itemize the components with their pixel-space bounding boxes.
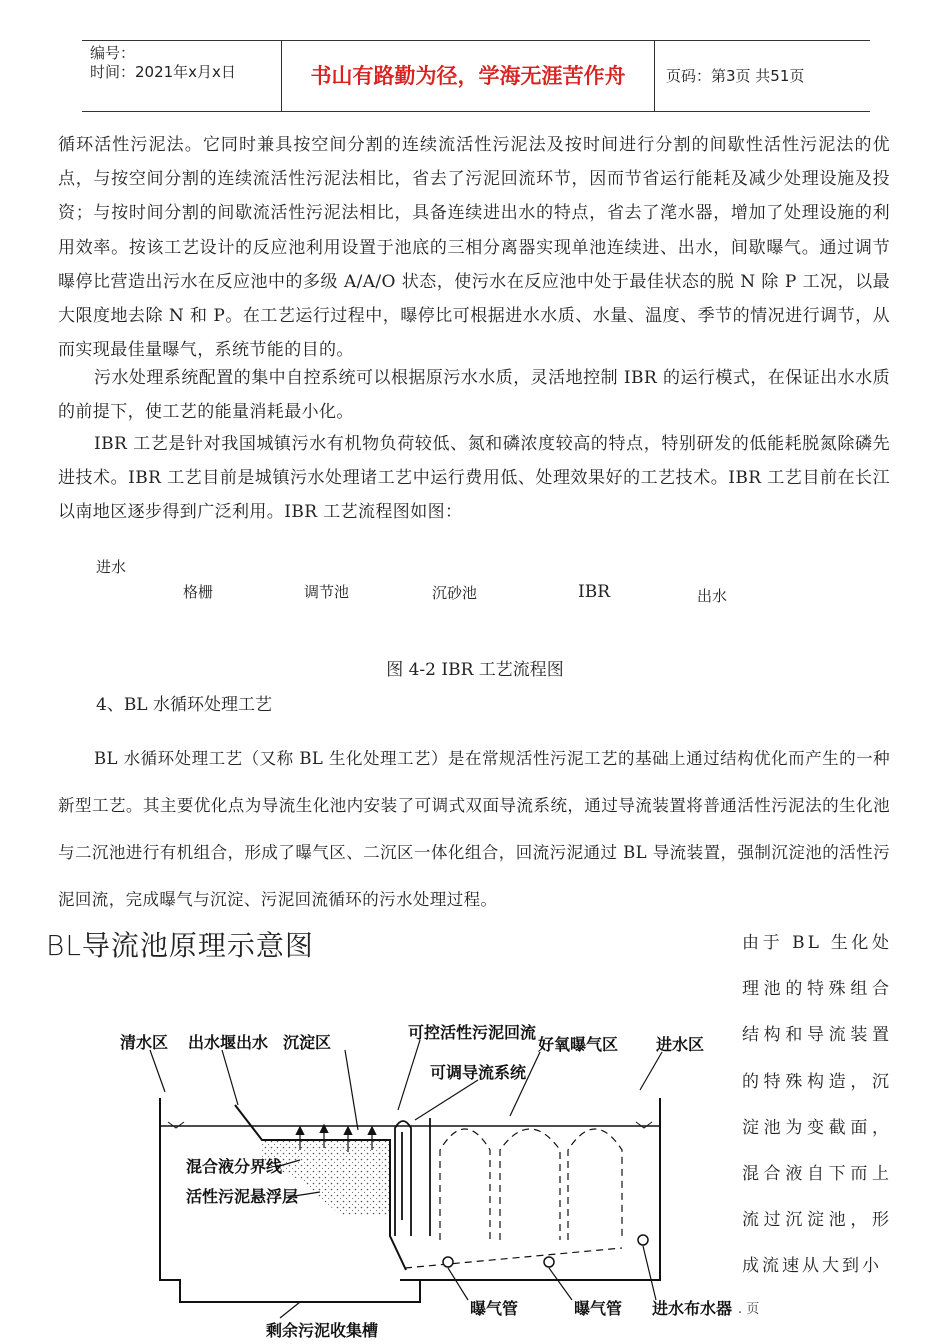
label-settling-zone: 沉淀区 [283, 1033, 332, 1052]
figure-caption: 图 4-2 IBR 工艺流程图 [386, 660, 564, 680]
label-aerobic-zone: 好氧曝气区 [538, 1035, 619, 1054]
flow-inlet: 进水 [96, 558, 127, 576]
label-controlled-return: 可控活性污泥回流 [408, 1023, 537, 1042]
label-sludge-layer: 活性污泥悬浮层 [186, 1187, 299, 1206]
flow-screen: 格栅 [183, 583, 214, 601]
header-motto: 书山有路勤为径，学海无涯苦作舟 [282, 41, 655, 111]
label-mixed-boundary: 混合液分界线 [186, 1157, 283, 1176]
diagram-title: BL导流池原理示意图 [46, 929, 314, 962]
flow-grit-chamber: 沉砂池 [432, 584, 478, 602]
side-paragraph: 由于 BL 生化处理池的特殊组合结构和导流装置的特殊构造，沉淀池为变截面，混合液自下而上流过沉淀池，形成流速从大到小 [742, 933, 892, 1277]
paragraph-1: 循环活性污泥法。它同时兼具按空间分割的连续流活性污泥法及按时间进行分割的间歇性活性污泥法的优点，与按空间分割的连续流活性污泥法相比，省去了污泥回流环节，因而节省运行能耗及减少处理设施及投资；与按时间分割的间歇流活性污泥法相比，具备连续进出水的特点，省去了滗水器，增加了处理设施的利用效率。按该工艺设计的反应池利用设置于池底的三相分离器实现单池连续进、出水，间歇曝气。通过调节曝停比营造出污水在反应池中的多级 A/A/O 状态，使污水在反应池中处于最佳状态的脱 N 除 P 工况，以最大限度地去除 N 和 P。在工艺运行过程中，曝停比可根据进水水质、水量、温度、季节的情况进行调节，从而实现最佳量曝气，系统节能的目的。 [58, 135, 890, 361]
label-weir-outlet: 出水堰出水 [188, 1033, 269, 1052]
paragraph-2: 污水处理系统配置的集中自控系统可以根据原污水水质，灵活地控制 IBR 的运行模式，在保证出水水质的前提下，使工艺的能量消耗最小化。 [58, 368, 890, 422]
page-marker: . 页 [738, 1302, 760, 1317]
aeration-circulation [405, 1129, 622, 1268]
label-aeration-pipe-1: 曝气管 [470, 1299, 519, 1318]
paragraph-5: BL 水循环处理工艺（又称 BL 生化处理工艺）是在常规活性污泥工艺的基础上通过结构优化而产生的一种新型工艺。其主要优化点为导流生化池内安装了可调式双面导流系统，通过导流装置将普通活性污泥法的生化池与二沉池进行有机组合，形成了曝气区、二沉区一体化组合，回流污泥通过 BL 导流装置，强制沉淀池的活性污泥回流，完成曝气与沉淀、污泥回流循环的污水处理过程。 [58, 749, 890, 909]
guide-system [395, 1118, 430, 1236]
header-page-info: 页码：第3页 共51页 [666, 67, 805, 85]
flow-regulating-tank: 调节池 [304, 583, 350, 601]
aeration-pipes [443, 1235, 648, 1267]
label-adjustable-guide: 可调导流系统 [430, 1063, 527, 1082]
label-inlet-distributor: 进水布水器 [652, 1299, 733, 1318]
label-clear-zone: 清水区 [120, 1033, 169, 1052]
section-heading: 4、BL 水循环处理工艺 [96, 695, 273, 715]
water-level-mark [168, 1122, 184, 1128]
header-number: 编号： [90, 44, 136, 62]
paragraph-3: IBR 工艺是针对我国城镇污水有机物负荷较低、氮和磷浓度较高的特点，特别研发的低能耗脱氮除磷先进技术。IBR 工艺目前是城镇污水处理诸工艺中运行费用低、处理效果好的工艺技术。IBR 工艺目前在长江以南地区逐步得到广泛利用。IBR 工艺流程图如图： [58, 434, 890, 522]
label-aeration-pipe-2: 曝气管 [574, 1299, 623, 1318]
flow-outlet: 出水 [697, 587, 728, 605]
water-level-mark-2 [636, 1122, 652, 1128]
flow-ibr: IBR [578, 582, 611, 602]
label-excess-sludge-trough: 剩余污泥收集槽 [266, 1321, 379, 1340]
label-inlet-zone: 进水区 [656, 1035, 705, 1054]
leader-lines [150, 1040, 662, 1318]
header-time: 时间：2021年x月x日 [90, 63, 236, 81]
